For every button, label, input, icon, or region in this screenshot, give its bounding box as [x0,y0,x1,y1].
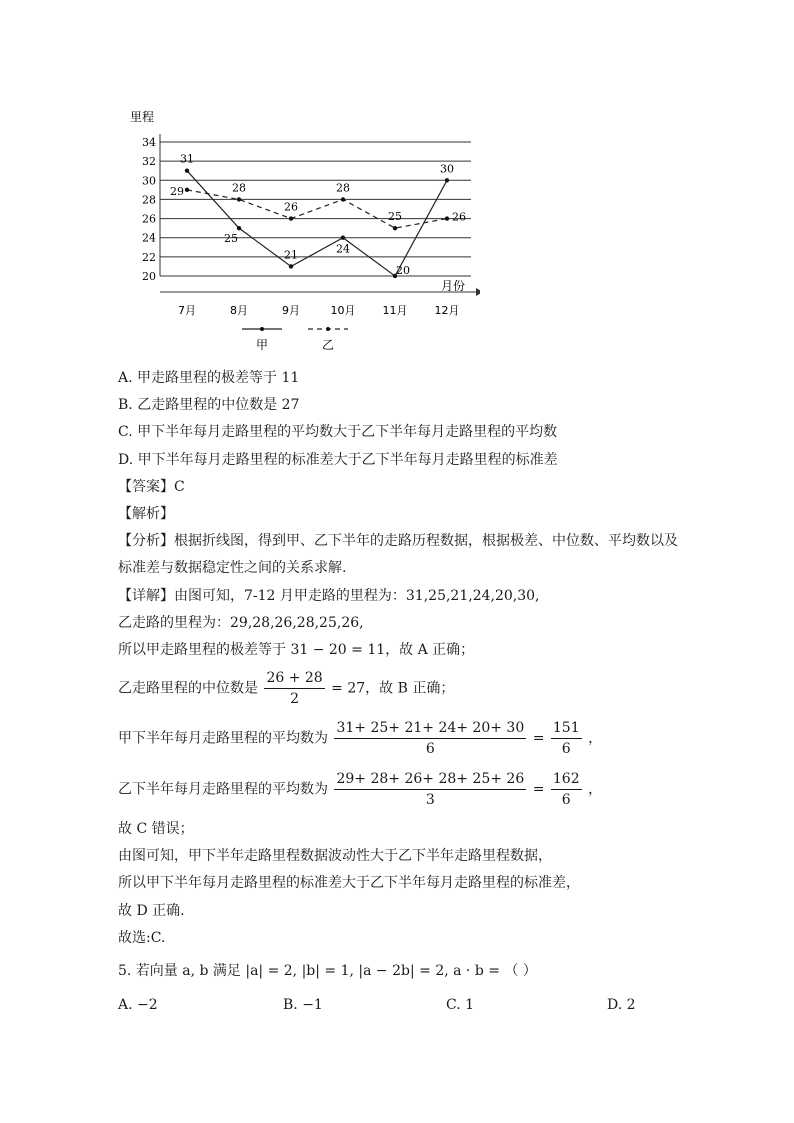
x-tick-label: 12月 [434,304,460,317]
data-label: 25 [224,232,238,246]
chart-legend [242,327,348,352]
mean-jia-numerator: 31+ 25+ 21+ 24+ 20+ 30 [334,719,526,739]
mean-jia-prefix: 甲下半年每月走路里程的平均数为 [118,730,328,747]
q5-option-d: D. 2 [607,997,636,1013]
median-fraction [264,669,324,708]
x-tick-labels [178,304,460,317]
data-point [185,188,189,192]
median-numerator: 26 + 28 [264,669,324,689]
q5-option-a: A. −2 [118,997,158,1013]
d-correct-line: 故 D 正确. [118,903,185,919]
legend-marker [260,327,264,331]
x-tick-label: 7月 [178,304,196,317]
mean-yi-line [118,770,602,809]
chart-series [170,153,466,278]
chart-grid [160,134,480,296]
x-tick-label: 11月 [382,304,408,317]
data-label: 31 [180,152,194,166]
mean-yi-numerator: 29+ 28+ 26+ 28+ 25+ 26 [334,770,526,790]
option-d: D. 甲下半年每月走路里程的标准差大于乙下半年每月走路里程的标准差 [118,452,558,468]
mean-jia-line [118,719,602,758]
legend-marker [326,327,330,331]
analysis-text-2: 标准差与数据稳定性之间的关系求解. [118,560,347,576]
y-tick-label: 22 [142,250,156,264]
c-wrong-line: 故 C 错误； [118,821,194,837]
data-point [185,169,189,173]
x-axis-label: 月份 [441,279,466,293]
mean-yi-fraction [334,770,526,809]
data-label: 25 [388,210,402,224]
detail-line: 【详解】由图可知，7-12 月甲走路的里程为：31,25,21,24,20,30, [118,588,540,604]
mean-jia-result [551,719,582,758]
data-label: 30 [440,162,454,176]
question-5: 5. 若向量 a, b 满足 |a| = 2, |b| = 1, |a − 2b| = 2, a · b = （ ） [118,963,537,979]
legend-label: 甲 [255,338,269,352]
y-tick-labels [142,136,156,283]
data-label: 26 [452,210,466,224]
mean-jia-denominator: 6 [425,741,435,757]
data-label: 20 [396,264,410,277]
y-tick-label: 32 [142,155,156,169]
std-line: 所以甲下半年每月走路里程的标准差大于乙下半年每月走路里程的标准差， [118,875,580,891]
y-tick-label: 26 [142,212,156,226]
series-line-2 [187,190,447,228]
data-label: 29 [170,184,184,198]
y-tick-label: 20 [142,270,156,283]
choose-line: 故选:C. [118,930,166,946]
legend-label: 乙 [321,338,335,352]
series-line-1 [187,171,447,276]
y-tick-label: 24 [142,231,156,245]
x-axis-arrow [476,288,480,296]
q5-option-c: C. 1 [446,997,475,1013]
data-label: 28 [232,181,246,195]
data-point [237,197,241,201]
mean-jia-result-num: 151 [551,719,582,739]
mean-jia-equals: = [532,730,545,747]
y-axis-label: 里程 [130,110,155,124]
mean-yi-result-num: 162 [551,770,582,790]
y-tick-label: 34 [142,136,156,149]
mean-jia-suffix: ， [588,730,603,747]
data-point [341,236,345,240]
analysis-heading: 【解析】 [118,506,174,522]
data-label: 28 [336,181,350,195]
yi-data-line: 乙走路的里程为：29,28,26,28,25,26, [118,615,364,631]
mean-yi-result-den: 6 [561,792,571,808]
option-c: C. 甲下半年每月走路里程的平均数大于乙下半年每月走路里程的平均数 [118,424,558,440]
data-point [237,226,241,230]
x-tick-label: 10月 [330,304,356,317]
data-point [289,264,293,268]
data-label: 21 [284,248,298,262]
median-line [118,669,454,708]
answer-line: 【答案】C [118,479,185,495]
x-tick-label: 9月 [282,304,300,317]
data-point [393,226,397,230]
y-tick-label: 28 [142,193,156,207]
data-point [445,216,449,220]
option-a: A. 甲走路里程的极差等于 11 [118,370,300,386]
data-point [445,178,449,182]
median-denominator: 2 [290,691,300,707]
line-chart [120,100,480,355]
mean-jia-fraction [334,719,526,758]
median-suffix: = 27，故 B 正确； [331,680,455,697]
option-b: B. 乙走路里程的中位数是 27 [118,397,300,413]
y-tick-label: 30 [142,174,156,188]
q5-option-b: B. −1 [283,997,323,1013]
range-line: 所以甲走路里程的极差等于 31 − 20 = 11，故 A 正确； [118,642,475,658]
mean-yi-result [551,770,582,809]
mean-yi-denominator: 3 [425,792,435,808]
data-label: 24 [336,242,350,256]
analysis-text-1: 【分析】根据折线图，得到甲、乙下半年的走路历程数据，根据极差、中位数、平均数以及 [118,533,678,549]
mean-yi-equals: = [532,781,545,798]
volatility-line: 由图可知，甲下半年走路里程数据波动性大于乙下半年走路里程数据， [118,848,552,864]
median-prefix: 乙走路里程的中位数是 [118,680,258,697]
data-point [341,197,345,201]
data-point [289,216,293,220]
mean-yi-prefix: 乙下半年每月走路里程的平均数为 [118,781,328,798]
mean-jia-result-den: 6 [561,741,571,757]
data-label: 26 [284,200,298,214]
x-tick-label: 8月 [230,304,248,317]
mean-yi-suffix: ， [588,781,603,798]
